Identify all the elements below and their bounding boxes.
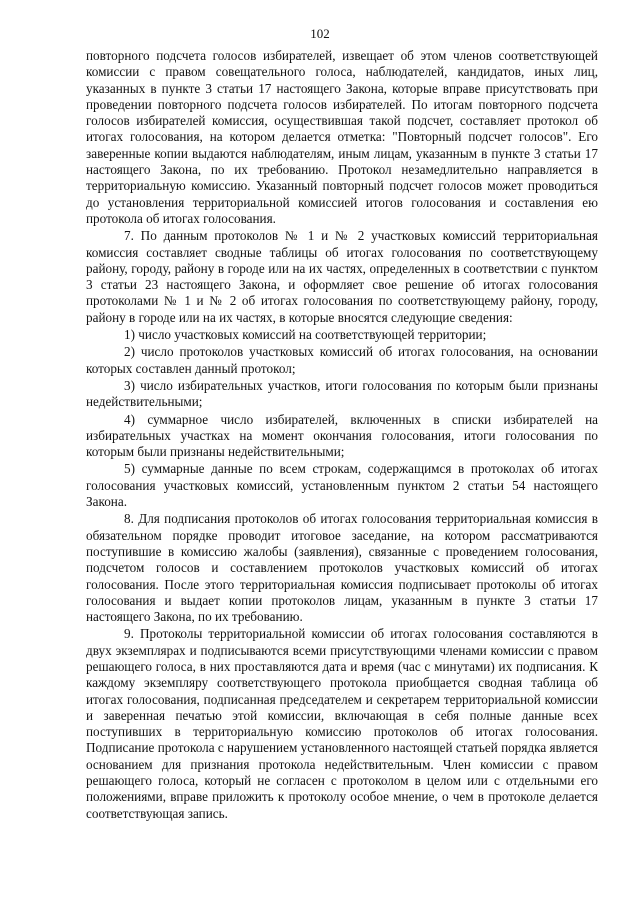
paragraph-continuation: повторного подсчета голосов избирателей, извещает об этом членов соответствующей комиссии с правом совещательного голоса, наблюдателей, кандидатов, иных лиц, указанных в пункте 3 статьи 17 настоящего Закона, которые вправе присутствовать при проведении повторного подсчета голосов избирателей. По итогам повторного подсчета голосов избирателей комиссия, осуществившая такой подсчет, составляет протокол об итогах голосования, на котором делается отметка: "Повторный подсчет голосов". Его заверенные копии выдаются наблюдателям, иным лицам, указанным в пункте 3 статьи 17 настоящего Закона, по их требованию. Протокол незамедлительно направляется в территориальную комиссию. Указанный повторный подсчет голосов может проводиться до установления территориальной комиссией итогов голосования и составления ею протокола об итогах голосования.: [86, 48, 598, 226]
paragraph-item-8: 8. Для подписания протоколов об итогах голосования территориальная комиссия в обязательном порядке проводит итоговое заседание, на котором рассматриваются поступившие в комиссию жалобы (заявления), связанные с проведением голосования, подсчетом голосов и составлением протоколов участковых комиссий об итогах голосования. После этого территориальная комиссия подписывает протоколы об итогах голосования и выдает копии протоколов лицам, указанным в пункте 3 статьи 17 настоящего Закона, по их требованию.: [86, 511, 598, 625]
list-item-4: 4) суммарное число избирателей, включенных в списки избирателей на избирательных участках на момент окончания голосования, итоги голосования по которым были признаны недействительными;: [86, 411, 598, 460]
list-item-3: 3) число избирательных участков, итоги голосования по которым были признаны недействительными;: [86, 377, 598, 410]
paragraph-item-7: 7. По данным протоколов № 1 и № 2 участковых комиссий территориальная комиссия составляет сводные таблицы об итогах голосования по соответствующему району, городу, району в городе или на их частях, определенных в соответствии с пунктом 3 статьи 23 настоящего Закона, и оформляет свое решение об итогах голосования протоколами № 1 и № 2 об итогах голосования по соответствующему району, городу, району в городе или на их частях, в которые вносятся следующие сведения:: [86, 228, 598, 325]
page-number: 102: [310, 26, 330, 41]
list-item-2: 2) число протоколов участковых комиссий об итогах голосования, на основании которых составлен данный протокол;: [86, 344, 598, 376]
paragraph-item-9: 9. Протоколы территориальной комиссии об итогах голосования составляются в двух экземплярах и подписываются всеми присутствующими членами комиссии с правом решающего голоса, в них проставляются дата и время (час с минутами) их подписания. К каждому экземпляру соответствующего протокола приобщается сводная таблица об итогах голосования, подписанная председателем и секретарем территориальной комиссии и заверенная печатью этой комиссии, включающая в себя полные данные всех поступивших в территориальную комиссию протоколов об итогах голосования. Подписание протокола с нарушением установленного настоящей статьей порядка является основанием для признания протокола недействительным. Член комиссии с правом решающего голоса, который не согласен с протоколом в целом или с отдельными его положениями, вправе приложить к протоколу особое мнение, о чем в протоколе делается соответствующая запись.: [86, 626, 598, 821]
document-body: [86, 48, 598, 822]
list-item-1: 1) число участковых комиссий на соответствующей территории;: [124, 327, 487, 343]
list-item-5: 5) суммарные данные по всем строкам, содержащимся в протоколах об итогах голосования участковых комиссий, установленным пунктом 2 статьи 54 настоящего Закона.: [86, 461, 598, 510]
